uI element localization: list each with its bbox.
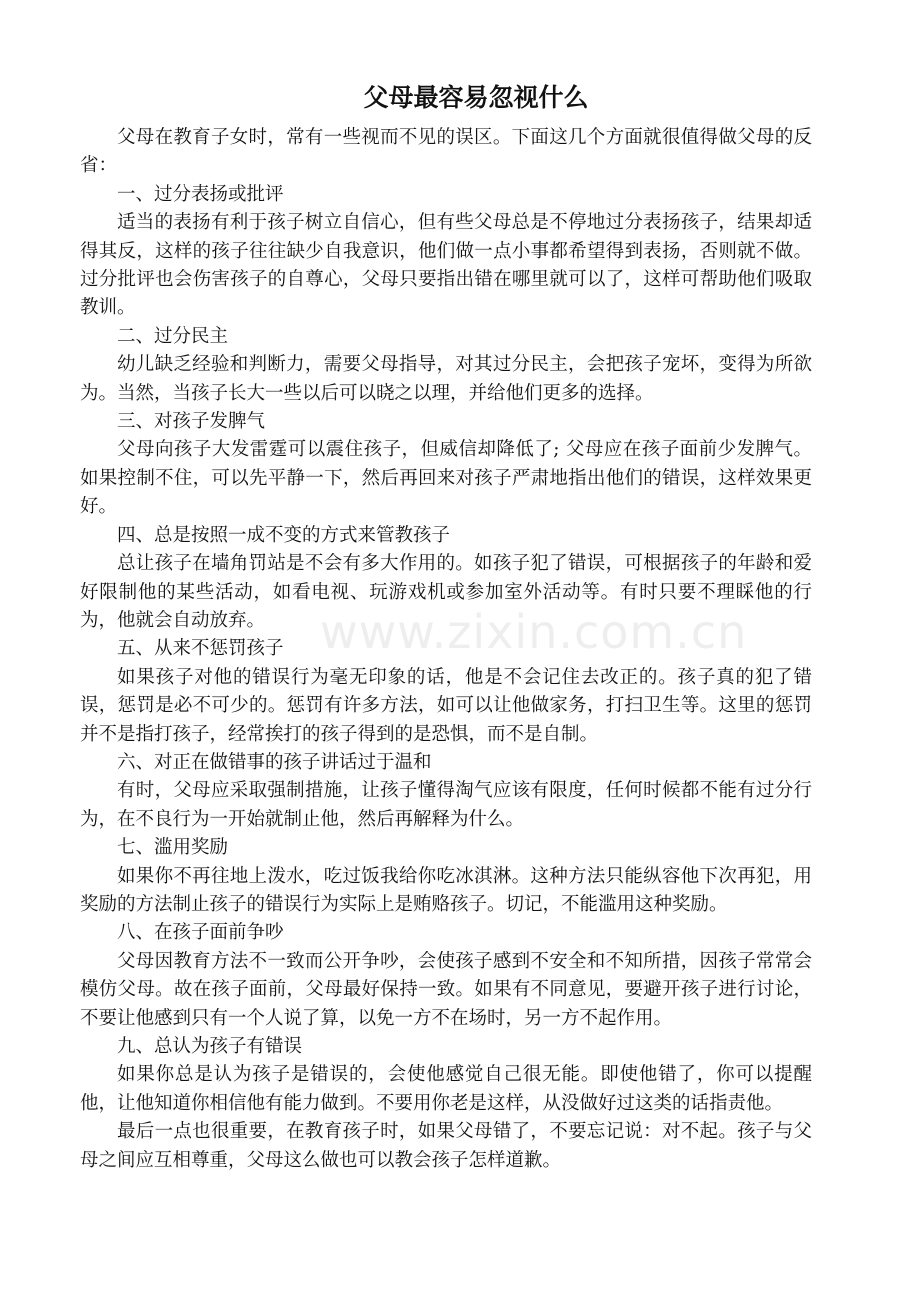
section-heading-3: 三、对孩子发脾气 — [117, 411, 266, 433]
document-page — [80, 78, 812, 1175]
watermark: www.zixin.com.cn — [320, 605, 748, 659]
section-body-2: 幼儿缺乏经验和判断力，需要父母指导，对其过分民主，会把孩子宠坏，变得为所欲为。当然，当孩子长大一些以后可以晓之以理，并给他们更多的选择。 — [80, 354, 812, 404]
section-heading-4: 四、总是按照一成不变的方式来管教孩子 — [117, 524, 451, 546]
section-heading-6: 六、对正在做错事的孩子讲话过于温和 — [117, 751, 432, 773]
document-title: 父母最容易忽视什么 — [363, 83, 589, 112]
section-body-9: 如果你总是认为孩子是错误的，会使他感觉自己很无能。即使他错了，你可以提醒他，让他知道你相信他有能力做到。不要用你老是这样，从没做好过这类的话指责他。 — [80, 1064, 812, 1114]
section-heading-8: 八、在孩子面前争吵 — [117, 922, 284, 944]
section-body-1: 适当的表扬有利于孩子树立自信心，但有些父母总是不停地过分表扬孩子，结果却适得其反，这样的孩子往往缺少自我意识，他们做一点小事都希望得到表扬，否则就不做。过分批评也会伤害孩子的自尊心，父母只要指出错在哪里就可以了，这样可帮助他们吸取教训。 — [80, 212, 812, 319]
section-body-7: 如果你不再往地上泼水，吃过饭我给你吃冰淇淋。这种方法只能纵容他下次再犯，用奖励的方法制止孩子的错误行为实际上是贿赂孩子。切记，不能滥用这种奖励。 — [80, 865, 812, 915]
section-heading-2: 二、过分民主 — [117, 325, 229, 347]
section-body-5: 如果孩子对他的错误行为毫无印象的话，他是不会记住去改正的。孩子真的犯了错误，惩罚是必不可少的。惩罚有许多方法，如可以让他做家务，打扫卫生等。这里的惩罚并不是指打孩子，经常挨打的孩子得到的是恐惧，而不是自制。 — [80, 666, 812, 745]
section-body-6: 有时，父母应采取强制措施，让孩子懂得淘气应该有限度，任何时候都不能有过分行为，在不良行为一开始就制止他，然后再解释为什么。 — [80, 780, 812, 830]
section-heading-9: 九、总认为孩子有错误 — [117, 1036, 303, 1057]
section-heading-5: 五、从来不惩罚孩子 — [117, 638, 284, 660]
section-heading-7: 七、滥用奖励 — [117, 837, 229, 859]
section-body-8: 父母因教育方法不一致而公开争吵，会使孩子感到不安全和不知所措，因孩子常常会模仿父母。故在孩子面前，父母最好保持一致。如果有不同意见，要避开孩子进行讨论，不要让他感到只有一个人说了算，以免一方不在场时，另一方不起作用。 — [80, 950, 812, 1029]
section-heading-1: 一、过分表扬或批评 — [117, 183, 284, 205]
section-body-3: 父母向孩子大发雷霆可以震住孩子，但威信却降低了; 父母应在孩子面前少发脾气。如果控制不住，可以先平静一下，然后再回来对孩子严肃地指出他们的错误，这样效果更好。 — [80, 439, 812, 518]
section-body-4: 总让孩子在墙角罚站是不会有多大作用的。如孩子犯了错误，可根据孩子的年龄和爱好限制他的某些活动，如看电视、玩游戏机或参加室外活动等。有时只要不理睬他的行为，他就会自动放弃。 — [80, 553, 812, 631]
closing-paragraph: 最后一点也很重要，在教育孩子时，如果父母错了，不要忘记说：对不起。孩子与父母之间应互相尊重，父母这么做也可以教会孩子怎样道歉。 — [80, 1121, 812, 1171]
intro-paragraph: 父母在教育子女时，常有一些视而不见的误区。下面这几个方面就很值得做父母的反省： — [80, 127, 812, 177]
